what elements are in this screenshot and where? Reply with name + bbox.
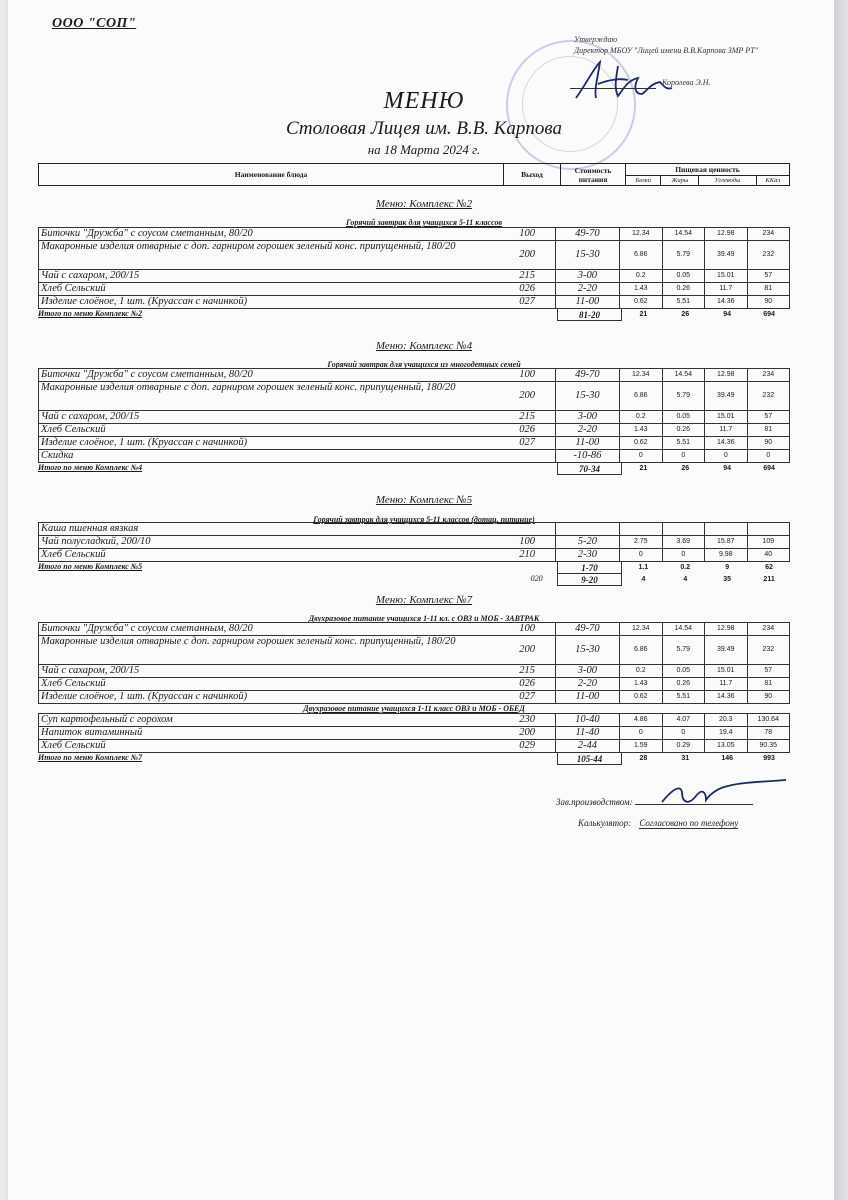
calculator-agreed: Согласовано по телефону [639, 818, 739, 828]
header-kcal: ККал [756, 176, 789, 186]
dish-kcal: 57 [748, 665, 791, 677]
total-output-price: 1-70 [557, 562, 623, 574]
dish-carbs: 19.4 [705, 727, 748, 739]
table-row [38, 449, 790, 462]
dish-protein: 0.62 [620, 296, 663, 308]
total-carbs: 146 [721, 755, 733, 762]
row-protein: 1.1 [638, 564, 649, 571]
dish-carbs: 39.49 [705, 241, 748, 269]
dish-name: Каша пшенная вязкая [38, 523, 499, 535]
dish-name: Изделие слоёное, 1 шт. (Круассан с начинкой) [38, 296, 499, 308]
dish-name: Биточки "Дружба" с соусом сметанным, 80/20 [38, 228, 499, 240]
header-carbs: Углеводы [699, 176, 756, 186]
table-row [38, 739, 790, 752]
dish-price: 49-70 [555, 228, 620, 240]
dish-carbs: 39.49 [705, 382, 748, 410]
dish-price: 11-00 [555, 691, 620, 703]
total-kcal: 694 [763, 465, 775, 472]
total-fat: 31 [681, 755, 690, 762]
dish-fat: 0.29 [663, 740, 706, 752]
header-price: Стоимость питания [561, 164, 626, 186]
total-row [38, 561, 790, 574]
dish-carbs: 12.98 [705, 369, 748, 381]
dish-fat [663, 523, 706, 535]
dish-fat: 5.79 [663, 241, 706, 269]
complex-title: Меню: Комплекс №2 [375, 198, 473, 210]
dish-kcal: 109 [748, 536, 791, 548]
dish-name: Хлеб Сельский [38, 678, 499, 690]
dish-fat: 5.79 [663, 636, 706, 664]
dish-protein: 1.43 [620, 424, 663, 436]
dish-price: 11-00 [555, 437, 620, 449]
dish-protein: 0.2 [620, 270, 663, 282]
dish-kcal: 232 [748, 382, 791, 410]
dish-kcal: 57 [748, 411, 791, 423]
dish-carbs: 15.01 [705, 665, 748, 677]
dish-fat: 0 [663, 727, 706, 739]
dish-fat: 0.26 [663, 678, 706, 690]
menu-title: МЕНЮ [383, 88, 465, 114]
dish-output: 027 [519, 296, 535, 307]
dish-name: Макаронные изделия отварные с доп. гарниром горошек зеленый конс. припущенный, 180/20 [38, 241, 499, 269]
dish-price: 3-00 [555, 270, 620, 282]
section-subtitle: Горячий завтрак для учащихся 5-11 классов (дотац. питание) [313, 515, 535, 524]
dish-price: 11-40 [555, 727, 620, 739]
dish-price: 5-20 [555, 536, 620, 548]
dish-output: 026 [519, 424, 535, 435]
table-row [38, 410, 790, 423]
dish-protein: 6.86 [620, 382, 663, 410]
dish-fat: 0.05 [663, 665, 706, 677]
organization-name: ООО "СОП" [52, 16, 137, 31]
dish-name: Биточки "Дружба" с соусом сметанным, 80/20 [38, 623, 499, 635]
header-name: Наименование блюда [39, 164, 504, 186]
table-row [38, 713, 790, 726]
dish-output: 200 [519, 249, 535, 260]
dish-kcal: 234 [748, 623, 791, 635]
dish-output: 215 [519, 665, 535, 676]
dish-carbs: 11.7 [705, 424, 748, 436]
dish-kcal: 81 [748, 678, 791, 690]
section-subtitle: Горячий завтрак для учащихся 5-11 классов [345, 218, 503, 227]
dish-protein: 2.75 [620, 536, 663, 548]
table-row [38, 381, 790, 410]
dish-name: Суп картофельный с горохом [38, 714, 499, 726]
dish-name: Макаронные изделия отварные с доп. гарниром горошек зеленый конс. припущенный, 180/20 [38, 382, 499, 410]
dish-output: 215 [519, 411, 535, 422]
table-header [38, 163, 790, 186]
dish-name: Чай с сахаром, 200/15 [38, 270, 499, 282]
dish-output [499, 523, 554, 535]
dish-fat: 0.05 [663, 411, 706, 423]
table-row [38, 436, 790, 449]
dish-kcal: 234 [748, 228, 791, 240]
dish-carbs: 0 [705, 450, 748, 462]
section-subtitle: Двухразовое питание учащихся 1-11 кл. с ОВЗ и МОБ - ЗАВТРАК [308, 614, 540, 623]
complex-table [38, 368, 790, 475]
dish-protein: 6.86 [620, 636, 663, 664]
table-row [38, 295, 790, 308]
header-nutrition: Пищевая ценность [626, 164, 790, 176]
menu-date: на 18 Марта 2024 г. [367, 142, 481, 157]
dish-protein: 12.34 [620, 228, 663, 240]
approval-name: Королева Э.Н. [662, 78, 711, 87]
dish-price: 2-20 [555, 424, 620, 436]
dish-price: 11-00 [555, 296, 620, 308]
dish-price: 3-00 [555, 665, 620, 677]
dish-kcal: 78 [748, 727, 791, 739]
dish-fat: 14.54 [663, 623, 706, 635]
dish-output: 200 [519, 727, 535, 738]
section-subtitle: Двухразовое питание учащихся 1-11 класс ОВЗ и МОБ - ОБЕД [38, 703, 790, 713]
dish-kcal [748, 523, 791, 535]
dish-carbs: 14.36 [705, 437, 748, 449]
dish-carbs: 9.98 [705, 549, 748, 561]
dish-fat: 5.51 [663, 437, 706, 449]
dish-name: Макаронные изделия отварные с доп. гарниром горошек зеленый конс. припущенный, 180/20 [38, 636, 499, 664]
dish-protein: 1.43 [620, 283, 663, 295]
production-signature [652, 772, 792, 816]
dish-carbs: 39.49 [705, 636, 748, 664]
menu-subtitle: Столовая Лицея им. В.В. Карпова [285, 118, 563, 139]
approval-director: Директор МБОУ "Лицей имени В.В.Карпова ЗМР РТ" [574, 46, 758, 55]
calculator-label: Калькулятор: [578, 818, 632, 828]
dish-name: Чай полусладкий, 200/10 [38, 536, 499, 548]
dish-output: 026 [519, 678, 535, 689]
dish-carbs: 11.7 [705, 678, 748, 690]
dish-fat: 5.51 [663, 296, 706, 308]
dish-fat: 5.51 [663, 691, 706, 703]
total-fat: 4 [683, 576, 688, 583]
dish-protein: 6.86 [620, 241, 663, 269]
dish-carbs: 11.7 [705, 283, 748, 295]
dish-carbs: 14.36 [705, 691, 748, 703]
dish-protein [620, 523, 663, 535]
dish-price: 49-70 [555, 369, 620, 381]
dish-fat: 0 [663, 549, 706, 561]
total-row [38, 308, 790, 321]
complex-table [38, 622, 790, 765]
dish-price: 10-40 [555, 714, 620, 726]
total-label: Итого по меню Комплекс №7 [38, 753, 143, 762]
total-price: 9-20 [557, 574, 623, 586]
dish-kcal: 57 [748, 270, 791, 282]
dish-name: Напиток витаминный [38, 727, 499, 739]
dish-protein: 0.2 [620, 665, 663, 677]
dish-carbs [705, 523, 748, 535]
dish-kcal: 90.35 [748, 740, 791, 752]
dish-carbs: 15.01 [705, 411, 748, 423]
table-row [38, 227, 790, 240]
dish-fat: 5.79 [663, 382, 706, 410]
dish-output: 200 [519, 390, 535, 401]
complex-title: Меню: Комплекс №4 [375, 340, 473, 352]
dish-price: 49-70 [555, 623, 620, 635]
total-carbs: 35 [723, 576, 732, 583]
total-price: 70-34 [557, 463, 623, 475]
total-carbs: 94 [723, 311, 732, 318]
total-label: Итого по меню Комплекс №5 [38, 562, 143, 571]
dish-kcal: 232 [748, 636, 791, 664]
dish-protein: 0.2 [620, 411, 663, 423]
approval-block [574, 34, 804, 87]
dish-price: 15-30 [555, 241, 620, 269]
dish-fat: 0.26 [663, 424, 706, 436]
table-row [38, 690, 790, 703]
dish-carbs: 15.87 [705, 536, 748, 548]
total-protein: 21 [639, 311, 648, 318]
total-protein: 4 [641, 576, 646, 583]
dish-fat: 0.05 [663, 270, 706, 282]
dish-price: 15-30 [555, 636, 620, 664]
dish-carbs: 12.98 [705, 623, 748, 635]
dish-name: Хлеб Сельский [38, 549, 499, 561]
dish-output [499, 450, 554, 462]
dish-name: Скидка [38, 450, 499, 462]
table-row [38, 522, 790, 535]
total-kcal: 993 [763, 755, 775, 762]
dish-kcal: 232 [748, 241, 791, 269]
calculator-signoff [578, 818, 738, 829]
dish-protein: 0 [620, 727, 663, 739]
dish-kcal: 81 [748, 424, 791, 436]
dish-name: Хлеб Сельский [38, 740, 499, 752]
dish-carbs: 13.05 [705, 740, 748, 752]
table-row [38, 423, 790, 436]
total-row [38, 752, 790, 765]
dish-output: 100 [519, 536, 535, 547]
total-protein: 28 [639, 755, 648, 762]
dish-carbs: 12.98 [705, 228, 748, 240]
dish-carbs: 15.01 [705, 270, 748, 282]
dish-kcal: 90 [748, 296, 791, 308]
table-row [38, 535, 790, 548]
dish-kcal: 0 [748, 450, 791, 462]
dish-output: 027 [519, 437, 535, 448]
dish-fat: 0.26 [663, 283, 706, 295]
dish-protein: 12.34 [620, 623, 663, 635]
dish-kcal: 234 [748, 369, 791, 381]
dish-price: 3-00 [555, 411, 620, 423]
dish-name: Чай с сахаром, 200/15 [38, 665, 499, 677]
total-protein: 21 [639, 465, 648, 472]
table-row [38, 282, 790, 295]
dish-price [555, 523, 620, 535]
dish-price: 2-20 [555, 678, 620, 690]
row-kcal: 62 [765, 564, 773, 571]
dish-carbs: 14.36 [705, 296, 748, 308]
dish-output: 029 [519, 740, 535, 751]
dish-kcal: 130.64 [748, 714, 791, 726]
dish-output: 210 [519, 549, 535, 560]
table-row [38, 677, 790, 690]
dish-output: 215 [519, 270, 535, 281]
dish-output: 027 [519, 691, 535, 702]
dish-name: Изделие слоёное, 1 шт. (Круассан с начинкой) [38, 691, 499, 703]
header-fat: Жиры [661, 176, 699, 186]
dish-kcal: 40 [748, 549, 791, 561]
dish-kcal: 81 [748, 283, 791, 295]
table-row [38, 622, 790, 635]
total-fat: 26 [681, 311, 690, 318]
table-row [38, 664, 790, 677]
table-row [38, 726, 790, 739]
dish-price: -10-86 [555, 450, 620, 462]
table-row [38, 240, 790, 269]
dish-protein: 1.59 [620, 740, 663, 752]
production-label: Зав.производством: [556, 797, 633, 807]
total-carbs: 94 [723, 465, 732, 472]
row-carbs: 9 [725, 564, 730, 571]
row-fat: 0.2 [680, 564, 691, 571]
table-row [38, 368, 790, 381]
complex-table [38, 227, 790, 321]
approval-label: Утверждаю [574, 35, 618, 44]
section-subtitle: Горячий завтрак для учащихся из многодетных семей [327, 360, 521, 369]
dish-name: Чай с сахаром, 200/15 [38, 411, 499, 423]
dish-price: 2-30 [555, 549, 620, 561]
table-row [38, 269, 790, 282]
dish-fat: 14.54 [663, 228, 706, 240]
dish-output: 100 [519, 623, 535, 634]
total-kcal: 211 [763, 576, 775, 583]
table-row [38, 635, 790, 664]
dish-output: 200 [519, 644, 535, 655]
total-kcal: 694 [763, 311, 775, 318]
dish-fat: 3.69 [663, 536, 706, 548]
dish-protein: 0 [620, 450, 663, 462]
complex-title: Меню: Комплекс №5 [375, 494, 473, 506]
dish-output: 230 [519, 714, 535, 725]
total-price: 105-44 [557, 753, 623, 765]
complex-title: Меню: Комплекс №7 [375, 594, 473, 606]
table-row [38, 548, 790, 561]
total-label: Итого по меню Комплекс №4 [38, 463, 143, 472]
dish-kcal: 90 [748, 691, 791, 703]
complex-table [38, 522, 790, 586]
dish-output: 100 [519, 369, 535, 380]
dish-protein: 0.62 [620, 691, 663, 703]
dish-price: 15-30 [555, 382, 620, 410]
dish-output: 100 [519, 228, 535, 239]
total-row [38, 462, 790, 475]
dish-kcal: 90 [748, 437, 791, 449]
dish-fat: 0 [663, 450, 706, 462]
dish-name: Биточки "Дружба" с соусом сметанным, 80/20 [38, 369, 499, 381]
total-label: Итого по меню Комплекс №2 [38, 309, 143, 318]
dish-price: 2-44 [555, 740, 620, 752]
header-output: Выход [504, 164, 561, 186]
dish-protein: 0 [620, 549, 663, 561]
row-output: 020 [530, 574, 543, 583]
dish-protein: 12.34 [620, 369, 663, 381]
dish-price: 2-20 [555, 283, 620, 295]
dish-name: Хлеб Сельский [38, 424, 499, 436]
total-price: 81-20 [557, 309, 623, 321]
dish-output: 026 [519, 283, 535, 294]
dish-name: Изделие слоёное, 1 шт. (Круассан с начинкой) [38, 437, 499, 449]
header-protein: Белки [626, 176, 661, 186]
dish-protein: 4.86 [620, 714, 663, 726]
dish-fat: 4.07 [663, 714, 706, 726]
dish-fat: 14.54 [663, 369, 706, 381]
dish-protein: 0.62 [620, 437, 663, 449]
total-row [38, 574, 790, 586]
dish-name: Хлеб Сельский [38, 283, 499, 295]
dish-carbs: 20.3 [705, 714, 748, 726]
total-fat: 26 [681, 465, 690, 472]
dish-protein: 1.43 [620, 678, 663, 690]
